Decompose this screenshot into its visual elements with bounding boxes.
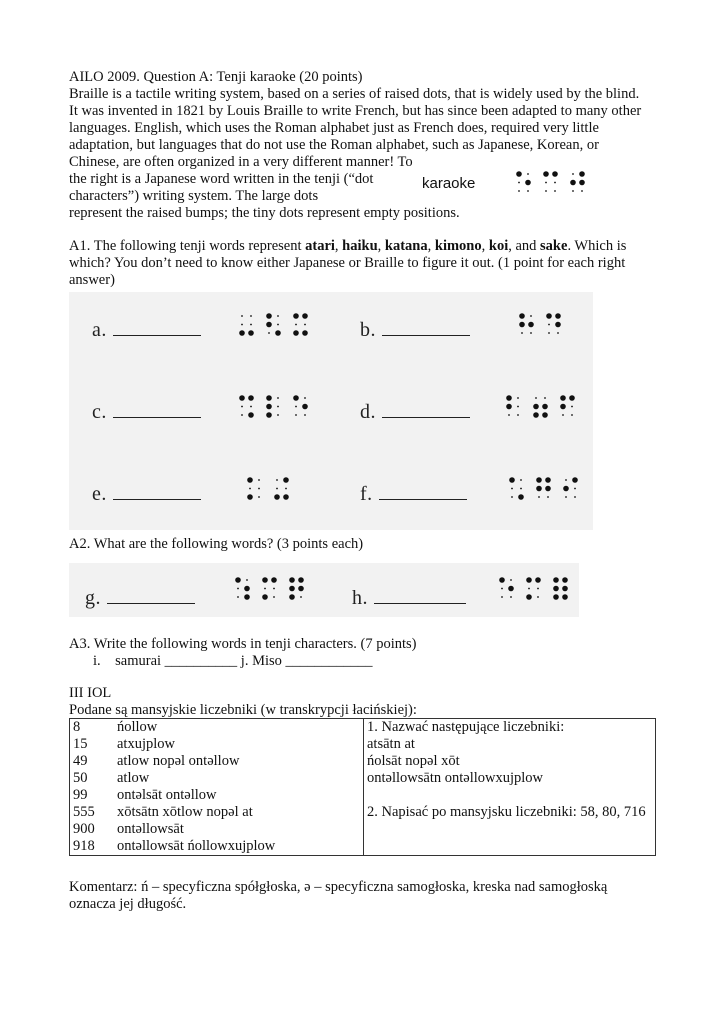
braille-raised-dot — [266, 395, 272, 401]
braille-raised-dot — [553, 586, 559, 592]
braille-empty-dot — [277, 406, 279, 408]
braille-empty-dot — [250, 406, 252, 408]
braille-empty-dot — [511, 496, 513, 498]
intro-line-7: characters”) writing system. The large dots — [69, 188, 319, 204]
braille-empty-dot — [517, 406, 519, 408]
braille-raised-dot — [526, 594, 532, 600]
braille-raised-dot — [266, 412, 272, 418]
braille-empty-dot — [501, 596, 503, 598]
braille-empty-dot — [268, 332, 270, 334]
braille-raised-dot — [516, 171, 522, 177]
item-h: h. — [352, 586, 466, 607]
braille-raised-dot — [560, 404, 566, 410]
braille-raised-dot — [302, 313, 308, 319]
braille-raised-dot — [274, 494, 280, 500]
braille-empty-dot — [277, 414, 279, 416]
braille-empty-dot — [562, 414, 564, 416]
braille-empty-dot — [277, 324, 279, 326]
numerals-table — [69, 718, 656, 856]
braille-a — [238, 312, 308, 342]
a1-question-line-3: answer) — [69, 272, 115, 288]
braille-empty-dot — [527, 173, 529, 175]
braille-b — [518, 312, 564, 342]
braille-empty-dot — [557, 332, 559, 334]
item-e: e. — [92, 482, 201, 503]
braille-raised-dot — [293, 313, 299, 319]
item-f: f. — [360, 482, 467, 503]
braille-raised-dot — [244, 594, 250, 600]
braille-raised-dot — [543, 171, 549, 177]
braille-raised-dot — [553, 577, 559, 583]
braille-raised-dot — [289, 594, 295, 600]
braille-empty-dot — [249, 488, 251, 490]
braille-empty-dot — [574, 488, 576, 490]
braille-empty-dot — [572, 190, 574, 192]
braille-d — [505, 394, 585, 424]
braille-raised-dot — [563, 486, 569, 492]
braille-empty-dot — [276, 488, 278, 490]
braille-empty-dot — [518, 182, 520, 184]
item-g: g. — [85, 586, 195, 607]
task-1-item: ńolsāt nopəl xōt — [367, 753, 460, 769]
tasks-cell — [364, 719, 656, 856]
braille-empty-dot — [574, 496, 576, 498]
braille-empty-dot — [241, 315, 243, 317]
braille-empty-dot — [295, 414, 297, 416]
numeral-row: 8 ńollow — [73, 719, 158, 735]
braille-empty-dot — [548, 324, 550, 326]
braille-empty-dot — [517, 397, 519, 399]
braille-empty-dot — [304, 397, 306, 399]
braille-raised-dot — [560, 395, 566, 401]
answer-blank-h[interactable] — [374, 586, 466, 604]
answer-blank-d[interactable] — [382, 400, 470, 418]
answer-blank-f[interactable] — [379, 482, 467, 500]
braille-empty-dot — [501, 588, 503, 590]
numeral-row: 15 atxujplow — [73, 736, 175, 752]
braille-raised-dot — [262, 577, 268, 583]
braille-raised-dot — [289, 577, 295, 583]
braille-raised-dot — [579, 180, 585, 186]
braille-raised-dot — [248, 412, 254, 418]
a3-task-line: i. samurai __________ j. Miso ____________ — [93, 653, 373, 669]
a1-question-line-1: A1. The following tenji words represent atari, haiku, katana, kimono, koi, and sake. Which is — [69, 238, 627, 254]
braille-empty-dot — [277, 315, 279, 317]
numeral-row: 50 atlow — [73, 770, 150, 786]
braille-c — [238, 394, 308, 424]
task-1-title: 1. Nazwać następujące liczebniki: — [367, 719, 565, 735]
braille-empty-dot — [241, 414, 243, 416]
task-1-item: atsātn at — [367, 736, 415, 752]
comment-line-1: Komentarz: ń – specyficzna spółgłoska, ə – specyficzna samogłoska, kreska nad samogłoską — [69, 879, 608, 895]
braille-raised-dot — [508, 586, 514, 592]
braille-raised-dot — [302, 404, 308, 410]
braille-empty-dot — [250, 324, 252, 326]
braille-e — [246, 476, 296, 506]
braille-raised-dot — [555, 313, 561, 319]
braille-raised-dot — [298, 577, 304, 583]
braille-empty-dot — [510, 596, 512, 598]
braille-raised-dot — [536, 486, 542, 492]
braille-empty-dot — [276, 479, 278, 481]
braille-raised-dot — [283, 494, 289, 500]
braille-raised-dot — [506, 395, 512, 401]
braille-empty-dot — [572, 173, 574, 175]
braille-raised-dot — [545, 486, 551, 492]
braille-empty-dot — [511, 488, 513, 490]
braille-h — [498, 576, 568, 606]
braille-empty-dot — [241, 406, 243, 408]
braille-raised-dot — [562, 577, 568, 583]
braille-empty-dot — [510, 579, 512, 581]
braille-empty-dot — [237, 596, 239, 598]
item-b: b. — [360, 318, 470, 339]
braille-raised-dot — [248, 395, 254, 401]
intro-line-2: It was invented in 1821 by Louis Braille to write French, but has since been adapted to many other — [69, 103, 642, 119]
braille-empty-dot — [285, 488, 287, 490]
intro-line-1: Braille is a tactile writing system, based on a series of raised dots, that is widely used by the blind. — [69, 86, 640, 102]
braille-empty-dot — [264, 588, 266, 590]
braille-raised-dot — [519, 322, 525, 328]
braille-raised-dot — [519, 313, 525, 319]
numeral-row: 99 ontəlsāt ontəllow — [73, 787, 217, 803]
braille-raised-dot — [283, 477, 289, 483]
braille-raised-dot — [546, 313, 552, 319]
answer-blank-b[interactable] — [382, 318, 470, 336]
braille-empty-dot — [571, 406, 573, 408]
braille-empty-dot — [527, 190, 529, 192]
braille-raised-dot — [235, 577, 241, 583]
braille-raised-dot — [533, 412, 539, 418]
braille-raised-dot — [271, 577, 277, 583]
braille-raised-dot — [525, 180, 531, 186]
braille-empty-dot — [246, 579, 248, 581]
braille-empty-dot — [554, 190, 556, 192]
braille-empty-dot — [528, 588, 530, 590]
braille-empty-dot — [548, 332, 550, 334]
braille-raised-dot — [545, 477, 551, 483]
braille-raised-dot — [569, 395, 575, 401]
comment-line-2: oznacza jej długość. — [69, 896, 187, 912]
answer-blank-a[interactable] — [113, 318, 201, 336]
numeral-row: 49 atlow nopəl ontəllow — [73, 753, 240, 769]
braille-empty-dot — [547, 496, 549, 498]
braille-empty-dot — [538, 496, 540, 498]
braille-raised-dot — [542, 404, 548, 410]
braille-empty-dot — [537, 596, 539, 598]
braille-raised-dot — [239, 395, 245, 401]
braille-raised-dot — [562, 594, 568, 600]
braille-empty-dot — [508, 414, 510, 416]
braille-empty-dot — [545, 182, 547, 184]
braille-empty-dot — [544, 397, 546, 399]
braille-raised-dot — [518, 494, 524, 500]
braille-empty-dot — [258, 488, 260, 490]
braille-empty-dot — [277, 397, 279, 399]
braille-empty-dot — [237, 588, 239, 590]
braille-empty-dot — [241, 324, 243, 326]
braille-empty-dot — [295, 406, 297, 408]
braille-raised-dot — [293, 330, 299, 336]
intro-line-3: languages. English, which uses the Roman alphabet just as French does, required very little — [69, 120, 599, 136]
braille-empty-dot — [530, 332, 532, 334]
intro-line-6: the right is a Japanese word written in the tenji (“dot — [69, 171, 374, 187]
braille-raised-dot — [536, 477, 542, 483]
intro-line-4: adaptation, but languages that do not use the Roman alphabet, such as Japanese, Korean, or — [69, 137, 599, 153]
braille-empty-dot — [304, 324, 306, 326]
item-d: d. — [360, 400, 470, 421]
numeral-row: 900 ontəllowsāt — [73, 821, 184, 837]
braille-raised-dot — [239, 330, 245, 336]
braille-empty-dot — [258, 479, 260, 481]
item-a: a. — [92, 318, 201, 339]
answer-blank-c[interactable] — [113, 400, 201, 418]
braille-empty-dot — [565, 479, 567, 481]
iol-heading: III IOL — [69, 685, 112, 701]
braille-empty-dot — [521, 332, 523, 334]
braille-empty-dot — [518, 190, 520, 192]
braille-empty-dot — [545, 190, 547, 192]
a3-title: A3. Write the following words in tenji characters. (7 points) — [69, 636, 417, 652]
braille-raised-dot — [570, 180, 576, 186]
braille-raised-dot — [499, 577, 505, 583]
braille-raised-dot — [266, 404, 272, 410]
braille-raised-dot — [266, 313, 272, 319]
iol-intro: Podane są mansyjskie liczebniki (w transkrypcji łacińskiej): — [69, 702, 417, 718]
braille-raised-dot — [526, 577, 532, 583]
braille-raised-dot — [552, 171, 558, 177]
braille-raised-dot — [542, 412, 548, 418]
braille-empty-dot — [273, 588, 275, 590]
braille-empty-dot — [300, 596, 302, 598]
braille-raised-dot — [293, 395, 299, 401]
numeral-row: 555 xōtsātn xōtlow nopəl at — [73, 804, 253, 820]
braille-f — [508, 476, 578, 506]
braille-raised-dot — [289, 586, 295, 592]
braille-raised-dot — [247, 477, 253, 483]
braille-empty-dot — [295, 324, 297, 326]
braille-empty-dot — [535, 397, 537, 399]
braille-raised-dot — [533, 404, 539, 410]
numerals-list-cell — [70, 719, 364, 856]
braille-raised-dot — [298, 586, 304, 592]
task-2-title: 2. Napisać po mansyjsku liczebniki: 58, 80, 716 — [367, 804, 646, 820]
a1-question-line-2: which? You don’t need to know either Japanese or Braille to figure it out. (1 point for each right — [69, 255, 626, 271]
braille-raised-dot — [555, 322, 561, 328]
intro-line-5: Chinese, are often organized in a very different manner! To — [69, 154, 413, 170]
braille-empty-dot — [565, 496, 567, 498]
braille-empty-dot — [537, 588, 539, 590]
braille-raised-dot — [506, 404, 512, 410]
item-c: c. — [92, 400, 201, 421]
braille-empty-dot — [520, 479, 522, 481]
braille-empty-dot — [250, 315, 252, 317]
answer-blank-g[interactable] — [107, 586, 195, 604]
braille-empty-dot — [258, 496, 260, 498]
braille-raised-dot — [262, 594, 268, 600]
braille-empty-dot — [554, 182, 556, 184]
braille-raised-dot — [247, 494, 253, 500]
braille-raised-dot — [248, 330, 254, 336]
braille-raised-dot — [275, 330, 281, 336]
braille-raised-dot — [535, 577, 541, 583]
braille-empty-dot — [571, 414, 573, 416]
braille-raised-dot — [244, 586, 250, 592]
page-title: AILO 2009. Question A: Tenji karaoke (20 points) — [69, 69, 363, 85]
karaoke-label: karaoke — [422, 175, 476, 192]
task-1-item: ontəllowsātn ontəllowxujplow — [367, 770, 543, 786]
numeral-row: 918 ontəllowsāt ńollowxujplow — [73, 838, 276, 854]
braille-raised-dot — [266, 322, 272, 328]
braille-raised-dot — [553, 594, 559, 600]
braille-empty-dot — [273, 596, 275, 598]
braille-empty-dot — [530, 315, 532, 317]
braille-raised-dot — [528, 322, 534, 328]
braille-raised-dot — [562, 586, 568, 592]
braille-empty-dot — [304, 414, 306, 416]
braille-raised-dot — [579, 171, 585, 177]
braille-empty-dot — [520, 488, 522, 490]
braille-empty-dot — [581, 190, 583, 192]
braille-raised-dot — [302, 330, 308, 336]
braille-raised-dot — [509, 477, 515, 483]
intro-line-8: represent the raised bumps; the tiny dots represent empty positions. — [69, 205, 460, 221]
a2-title: A2. What are the following words? (3 points each) — [69, 536, 364, 552]
answer-blank-e[interactable] — [113, 482, 201, 500]
braille-raised-dot — [572, 477, 578, 483]
karaoke-braille — [515, 170, 585, 194]
braille-g — [234, 576, 304, 606]
braille-empty-dot — [517, 414, 519, 416]
